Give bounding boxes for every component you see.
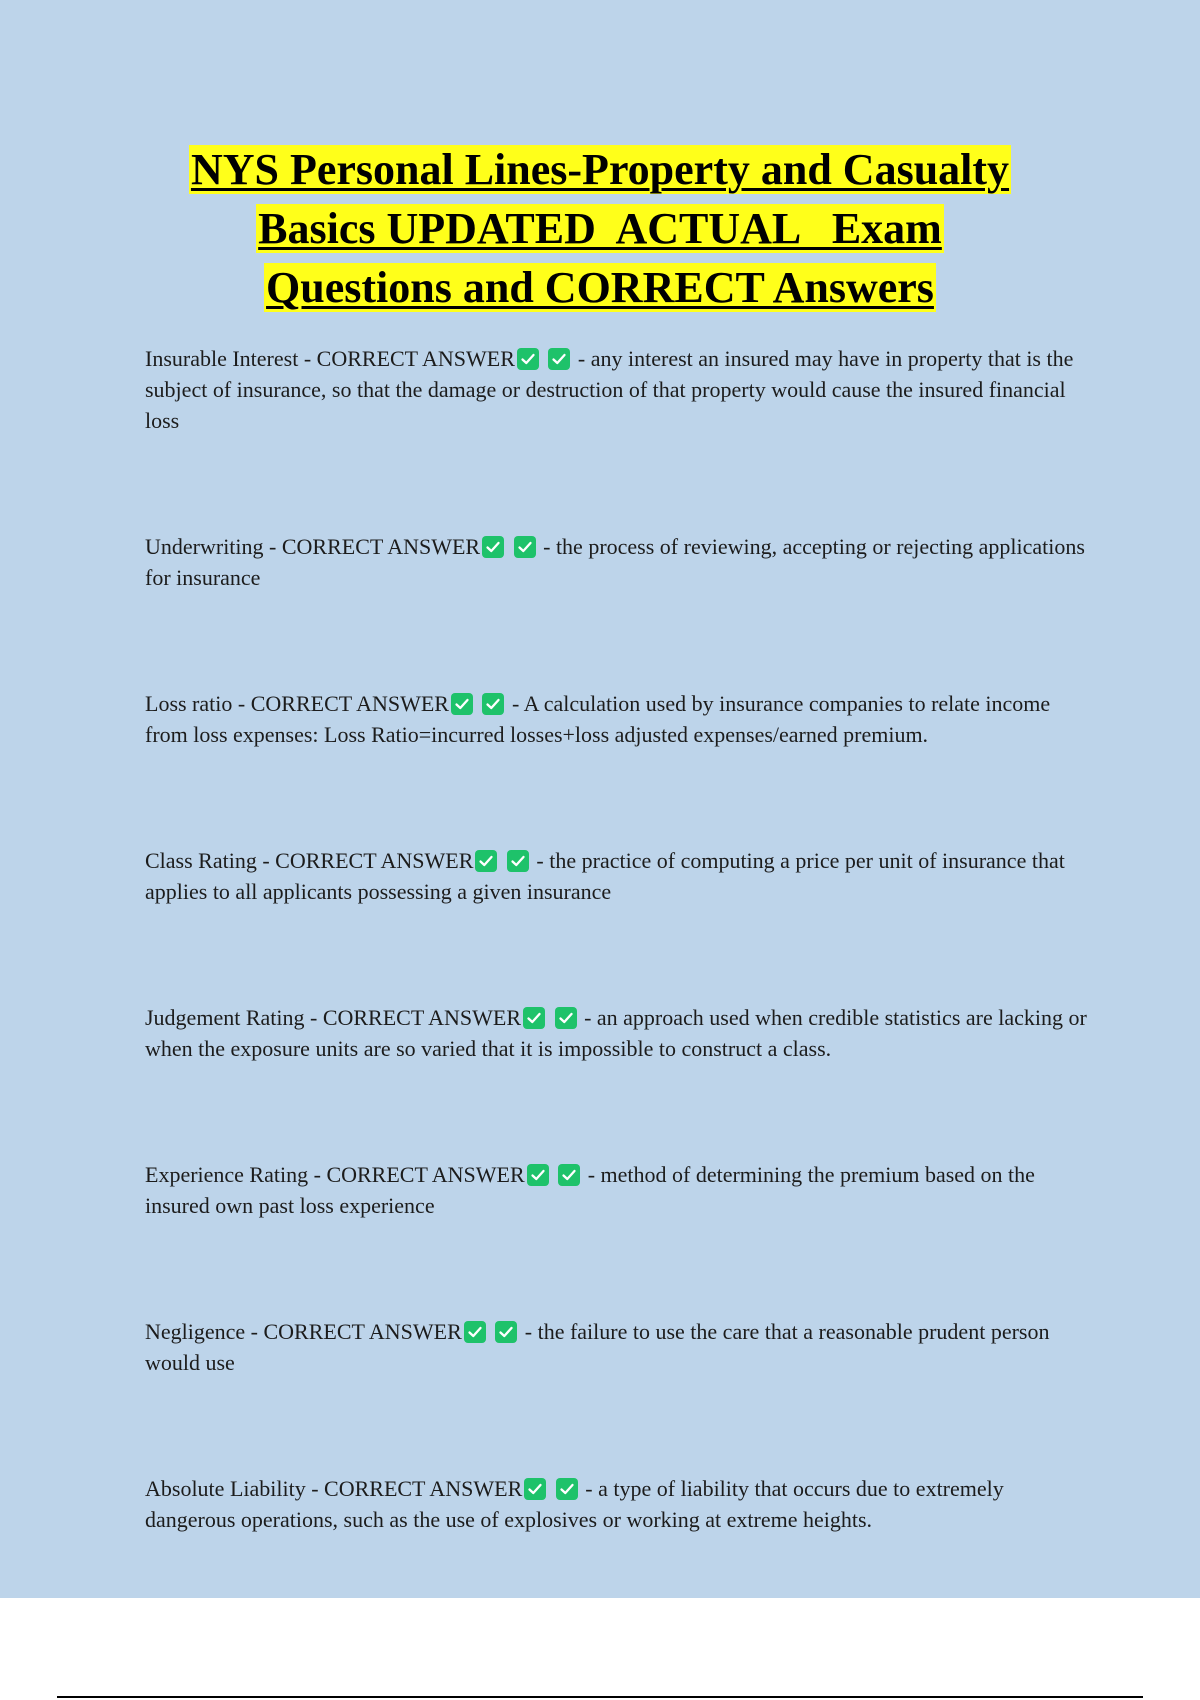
qa-entry-list <box>145 343 1090 1535</box>
qa-entry: Class Rating - CORRECT ANSWER - the practice of computing a price per unit of insurance that applies to all applicants possessing a given insurance <box>145 848 1065 904</box>
qa-entry: Insurable Interest - CORRECT ANSWER - any interest an insured may have in property that is the subject of insurance, so that the damage or destruction of that property would cause the insured financial loss <box>145 346 1074 433</box>
title-line-1: NYS Personal Lines-Property and Casualty <box>190 145 1010 194</box>
entry-definition: A calculation used by insurance companies to relate income from loss expenses: Loss Ratio=incurred losses+loss adjusted expenses/earned premium. <box>145 691 1051 747</box>
qa-entry: Underwriting - CORRECT ANSWER - the process of reviewing, accepting or rejecting applications for insurance <box>145 534 1085 590</box>
check-mark-icon <box>482 693 504 715</box>
title-line-2: Basics UPDATED ACTUAL Exam <box>258 204 942 253</box>
qa-entry: Absolute Liability - CORRECT ANSWER - a type of liability that occurs due to extremely dangerous operations, such as the use of explosives or working at extreme heights. <box>145 1476 1004 1532</box>
correct-answer-label: CORRECT ANSWER <box>322 1005 522 1030</box>
qa-entry: Judgement Rating - CORRECT ANSWER - an approach used when credible statistics are lacking or when the exposure units are so varied that it is impossible to construct a class. <box>145 1005 1087 1061</box>
entry-definition: a type of liability that occurs due to extremely dangerous operations, such as the use of explosives or working at extreme heights. <box>145 1476 1004 1532</box>
entry-definition: the failure to use the care that a reasonable prudent person would use <box>145 1319 1050 1375</box>
check-mark-icon <box>524 1478 546 1500</box>
entry-term: Class Rating <box>145 848 257 873</box>
check-mark-icon <box>495 1321 517 1343</box>
entry-definition: the process of reviewing, accepting or rejecting applications for insurance <box>145 534 1085 590</box>
correct-answer-label: CORRECT ANSWER <box>281 534 481 559</box>
qa-entry: Loss ratio - CORRECT ANSWER - A calculation used by insurance companies to relate income from loss expenses: Loss Ratio=incurred losses+loss adjusted expenses/earned premium. <box>145 691 1051 747</box>
check-mark-icon <box>556 1478 578 1500</box>
qa-entry: Experience Rating - CORRECT ANSWER - method of determining the premium based on the insured own past loss experience <box>145 1162 1035 1218</box>
check-mark-icon <box>464 1321 486 1343</box>
check-mark-icon <box>527 1164 549 1186</box>
qa-entry: Negligence - CORRECT ANSWER - the failure to use the care that a reasonable prudent person would use <box>145 1319 1050 1375</box>
check-mark-icon <box>558 1164 580 1186</box>
check-mark-icon <box>482 536 504 558</box>
correct-answer-label: CORRECT ANSWER <box>324 1476 523 1501</box>
document-title <box>100 140 1100 317</box>
check-mark-icon <box>451 693 473 715</box>
check-mark-icon <box>507 850 529 872</box>
correct-answer-label: CORRECT ANSWER <box>316 346 515 371</box>
correct-answer-label: CORRECT ANSWER <box>263 1319 462 1344</box>
check-mark-icon <box>555 1007 577 1029</box>
entry-term: Absolute Liability <box>145 1476 306 1501</box>
entry-definition: the practice of computing a price per unit of insurance that applies to all applicants possessing a given insurance <box>145 848 1065 904</box>
correct-answer-label: CORRECT ANSWER <box>326 1162 525 1187</box>
entry-term: Loss ratio <box>145 691 233 716</box>
entry-term: Insurable Interest <box>145 346 299 371</box>
entry-definition: any interest an insured may have in property that is the subject of insurance, so that the damage or destruction of that property would cause the insured financial loss <box>145 346 1074 433</box>
check-mark-icon <box>517 348 539 370</box>
title-line-3: Questions and CORRECT Answers <box>266 263 934 312</box>
entry-term: Judgement Rating <box>145 1005 305 1030</box>
correct-answer-label: CORRECT ANSWER <box>250 691 449 716</box>
entry-term: Negligence <box>145 1319 246 1344</box>
check-mark-icon <box>514 536 536 558</box>
check-mark-icon <box>548 348 570 370</box>
footer-divider <box>57 1696 1143 1698</box>
check-mark-icon <box>475 850 497 872</box>
entry-term: Underwriting <box>145 534 264 559</box>
correct-answer-label: CORRECT ANSWER <box>275 848 474 873</box>
entry-definition: method of determining the premium based on the insured own past loss experience <box>145 1162 1035 1218</box>
entry-term: Experience Rating <box>145 1162 309 1187</box>
entry-definition: an approach used when credible statistics are lacking or when the exposure units are so varied that it is impossible to construct a class. <box>145 1005 1087 1061</box>
check-mark-icon <box>523 1007 545 1029</box>
